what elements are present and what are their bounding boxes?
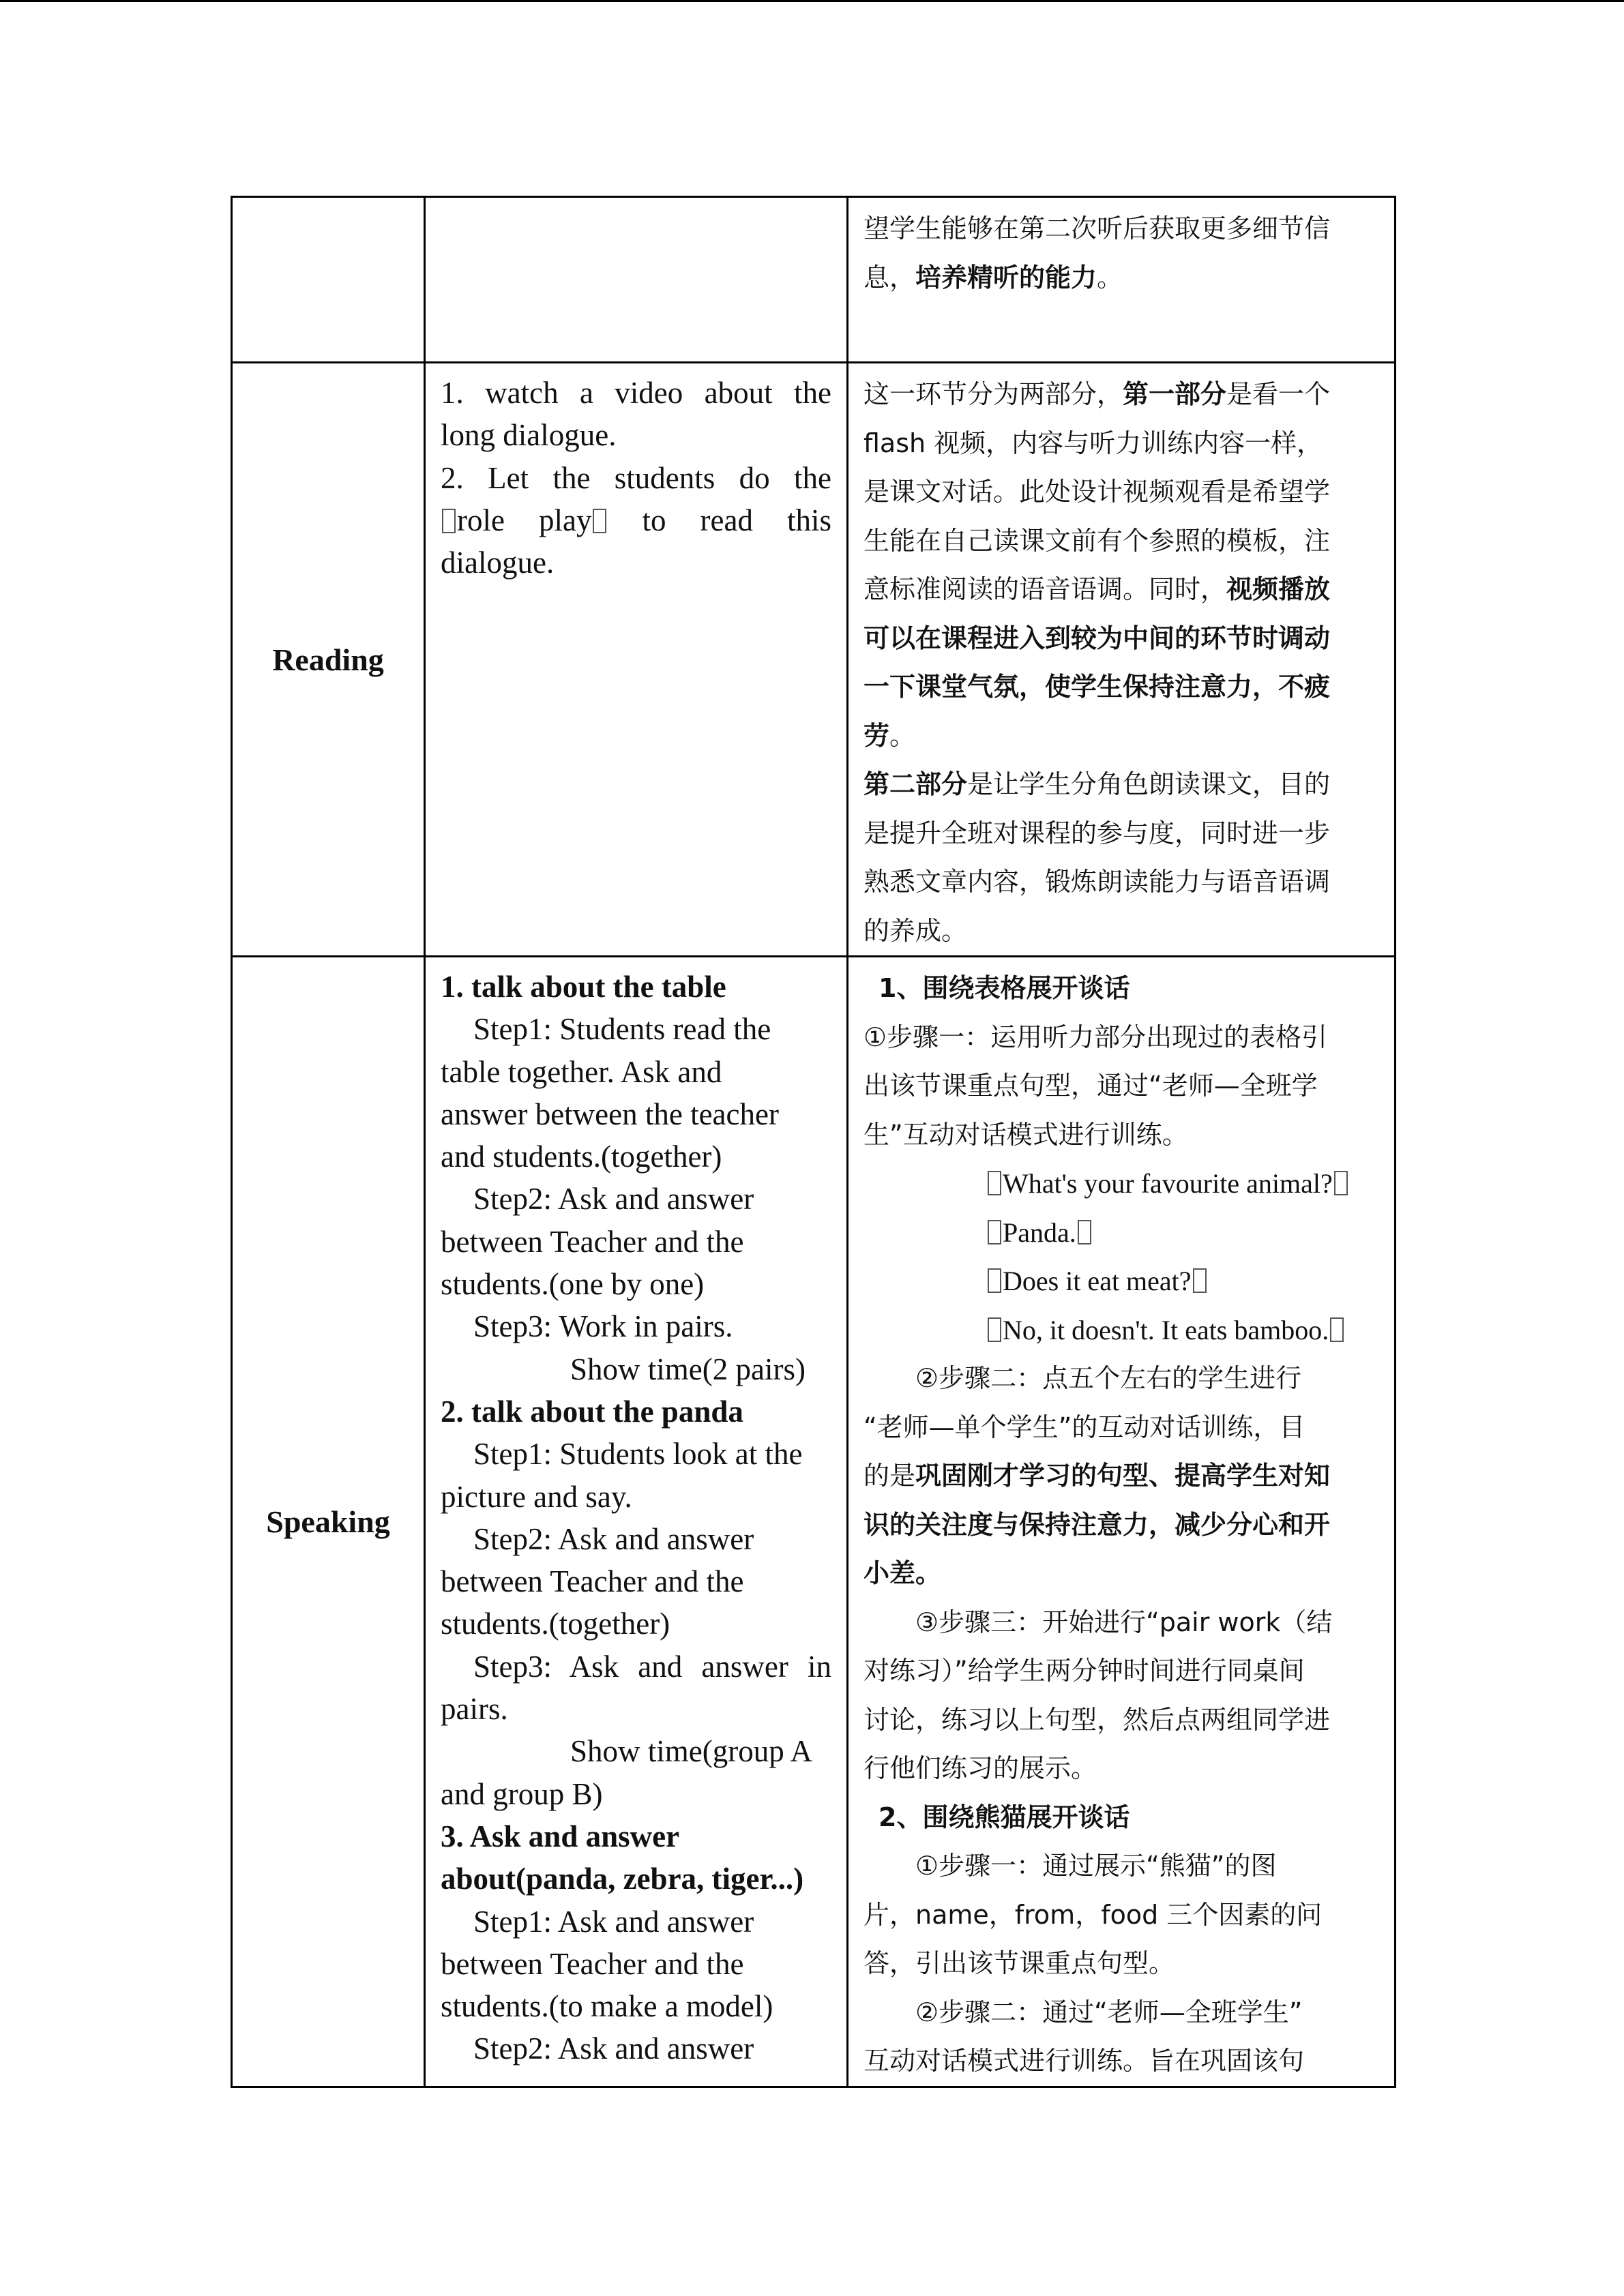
purpose-line: 这一环节分为两部分，第一部分是看一个 [863,379,1331,409]
activity-line: picture and say. [441,1479,632,1514]
activity-heading: about(panda, zebra, tiger...) [441,1862,804,1896]
missing-glyph-box [988,1220,1001,1244]
activity-line: table together. Ask and [441,1054,722,1089]
purpose-line: 识的关注度与保持注意力，减少分心和开 [863,1509,1331,1540]
missing-glyph-box [593,509,606,533]
dialogue-line: No, it doesn't. It eats bamboo. [863,1306,1379,1355]
purpose-cell-reading [848,363,1396,957]
activity-cell-speaking [425,957,848,2087]
missing-glyph-box [442,509,456,533]
missing-glyph-box [1193,1268,1207,1293]
table-row-reading [232,363,1396,957]
purpose-line: flash 视频，内容与听力训练内容一样， [863,428,1323,458]
page-top-border [0,0,1624,2]
activity-line: Step1: Students read the [473,1012,771,1047]
activity-line: students.(to make a model) [441,1989,773,2024]
purpose-line: 的是巩固刚才学习的句型、提高学生对知 [863,1461,1331,1491]
purpose-line: 片，name，from，food 三个因素的问 [863,1899,1323,1930]
purpose-line: 答，引出该节课重点句型。 [863,1948,1175,1978]
activity-line: role play to read this [441,499,831,541]
purpose-line: 是提升全班对课程的参与度，同时进一步 [863,818,1331,848]
purpose-line: ②步骤二：通过“老师—全班学生” [915,1997,1303,2027]
purpose-line: 生”互动对话模式进行训练。 [863,1119,1188,1150]
dialogue-line: What's your favourite animal? [863,1159,1379,1208]
purpose-line: “老师—单个学生”的互动对话训练，目 [863,1412,1305,1442]
dialogue-line: Does it eat meat? [863,1257,1379,1306]
activity-line: Step3: Ask and answer in [473,1649,831,1684]
purpose-line: 一下课堂气氛，使学生保持注意力，不疲 [863,672,1331,702]
purpose-line: ③步骤三：开始进行“pair work（结 [915,1607,1333,1637]
missing-glyph-box [988,1268,1001,1293]
purpose-line: 是课文对话。此处设计视频观看是希望学 [863,477,1331,507]
activity-line: Step3: Work in pairs. [473,1309,733,1344]
activity-cell-empty [425,197,848,363]
purpose-cell-speaking [848,957,1396,2087]
activity-line: answer between the teacher [441,1097,779,1131]
purpose-line: ②步骤二：点五个左右的学生进行 [915,1363,1302,1393]
purpose-line: 讨论，练习以上句型，然后点两组同学进 [863,1704,1331,1735]
activity-line: Step1: Ask and answer [473,1904,754,1939]
missing-glyph-box [1334,1171,1348,1195]
activity-line: long dialogue. [441,418,617,453]
table-row-speaking [232,957,1396,2087]
purpose-heading: 1、围绕表格展开谈话 [879,973,1130,1003]
activity-line: Step2: Ask and answer [473,1182,754,1217]
activity-line: dialogue. [441,546,555,580]
purpose-heading: 2、围绕熊猫展开谈话 [879,1802,1130,1832]
purpose-cell-continuation [848,197,1396,363]
activity-line: Step2: Ask and answer [473,2031,754,2066]
purpose-line: 望学生能够在第二次听后获取更多细节信 [863,213,1331,243]
purpose-line: 对练习）”给学生两分钟时间进行同桌间 [863,1656,1305,1686]
activity-line: Step1: Students look at the [473,1437,803,1472]
activity-line: and group B) [441,1776,603,1811]
lesson-plan-table [231,196,1396,2088]
activity-line: 1. watch a video about the [441,376,831,410]
activity-line: students.(one by one) [441,1267,705,1302]
activity-line: Show time(group A [570,1734,812,1769]
activity-line: and students.(together) [441,1139,722,1174]
purpose-line: 行他们练习的展示。 [863,1753,1097,1783]
activity-line: 2. Let the students do the [441,460,831,495]
activity-line: students.(together) [441,1607,670,1641]
purpose-line: 互动对话模式进行训练。旨在巩固该句 [863,2046,1305,2076]
purpose-line: 第二部分是让学生分角色朗读课文，目的 [863,769,1331,799]
missing-glyph-box [988,1171,1001,1195]
missing-glyph-box [988,1317,1001,1342]
activity-heading: 2. talk about the panda [441,1394,743,1429]
purpose-line: 熟悉文章内容，锻炼朗读能力与语音语调 [863,867,1331,897]
purpose-line: 劳。 [863,720,916,751]
dialogue-line: Panda. [863,1208,1379,1257]
missing-glyph-box [1330,1317,1344,1342]
purpose-line: ①步骤一：运用听力部分出现过的表格引 [863,1022,1328,1052]
activity-heading: 1. talk about the table [441,970,726,1004]
activity-line: between Teacher and the [441,1224,744,1259]
activity-cell-reading [425,363,848,957]
table-row-continuation [232,197,1396,363]
purpose-line: 可以在课程进入到较为中间的环节时调动 [863,623,1331,653]
activity-heading: 3. Ask and answer [441,1819,680,1853]
purpose-line: 小差。 [863,1558,942,1588]
stage-cell-empty [232,197,425,363]
purpose-line: 的养成。 [863,915,968,946]
activity-line: Step2: Ask and answer [473,1521,754,1556]
purpose-line: ①步骤一：通过展示“熊猫”的图 [915,1851,1277,1881]
activity-line: pairs. [441,1692,508,1727]
purpose-line: 息，培养精听的能力。 [863,262,1123,293]
stage-label-reading: Reading [232,363,425,957]
purpose-line: 出该节课重点句型，通过“老师—全班学 [863,1071,1318,1101]
missing-glyph-box [1078,1220,1091,1244]
stage-label-speaking: Speaking [232,957,425,2087]
purpose-line: 意标准阅读的语音语调。同时，视频播放 [863,574,1331,604]
activity-line: between Teacher and the [441,1946,744,1981]
activity-line: Show time(2 pairs) [570,1352,806,1386]
activity-line: between Teacher and the [441,1564,744,1599]
purpose-line: 生能在自己读课文前有个参照的模板，注 [863,525,1331,556]
